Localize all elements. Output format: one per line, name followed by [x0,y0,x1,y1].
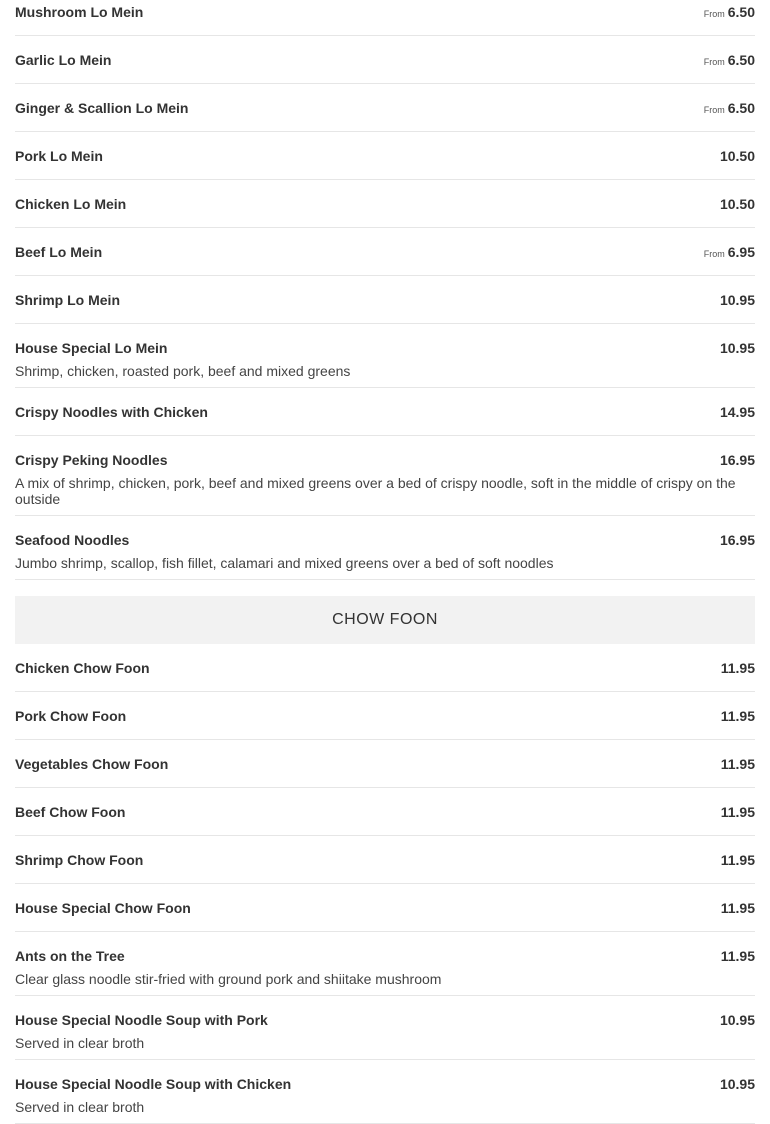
menu-item-header [15,192,755,216]
menu-item[interactable] [15,436,755,516]
price-from-label: From [703,9,725,19]
menu-item-description: Clear glass noodle stir-fried with ground pork and shiitake mushroom [15,971,442,987]
menu-item-name: House Special Noodle Soup with Chicken [15,1076,292,1092]
menu-item-name: Shrimp Chow Foon [15,852,144,868]
menu-item[interactable] [15,884,755,932]
menu-item-price [704,240,755,266]
menu-item-name: Ants on the Tree [15,948,125,964]
price-amount: 10.95 [719,340,755,356]
price-amount: 16.95 [719,452,755,468]
menu-item-name: Pork Lo Mein [15,148,103,164]
menu-item-header [15,528,755,552]
category-header: CHOW FOON [15,596,755,644]
menu-item[interactable] [15,228,755,276]
price-amount: 11.95 [720,660,755,676]
menu-item-header [15,48,755,72]
menu-item-price [720,400,755,424]
menu-item-price [720,288,755,312]
price-amount: 6.50 [727,4,755,20]
price-amount: 10.50 [719,196,755,212]
price-amount: 11.95 [720,708,755,724]
menu-item[interactable] [15,740,755,788]
menu-item[interactable] [15,132,755,180]
menu-item-description: Served in clear broth [15,1099,145,1115]
menu-item[interactable] [15,0,755,36]
price-from-label: From [703,57,725,67]
menu-item[interactable] [15,36,755,84]
menu-item-name: Beef Chow Foon [15,804,126,820]
menu-item-price [721,752,755,776]
menu-item-header [15,1072,755,1096]
price-amount: 10.50 [719,148,755,164]
menu-item-name: Mushroom Lo Mein [15,4,144,20]
price-amount: 16.95 [719,532,755,548]
price-amount: 10.95 [719,1012,755,1028]
menu-item-price [720,1008,755,1032]
menu-item[interactable] [15,692,755,740]
menu-item[interactable] [15,276,755,324]
menu-item-header [15,896,755,920]
price-amount: 14.95 [719,404,755,420]
menu-item-name: House Special Lo Mein [15,340,168,356]
menu-item-header [15,944,755,968]
menu-item-description: Shrimp, chicken, roasted pork, beef and mixed greens [15,363,351,379]
price-from-label: From [703,249,725,259]
menu-item-name: Crispy Noodles with Chicken [15,404,208,420]
menu-item-header [15,0,755,24]
menu-item-price [721,704,755,728]
menu-item-name: Crispy Peking Noodles [15,452,168,468]
menu-item-name: Chicken Chow Foon [15,660,150,676]
menu-item-name: Chicken Lo Mein [15,196,127,212]
menu-item-price [721,896,755,920]
price-amount: 6.50 [727,100,755,116]
menu-item-name: Vegetables Chow Foon [15,756,169,772]
menu-item[interactable] [15,788,755,836]
menu-item-price [720,144,755,168]
menu-item[interactable] [15,644,755,692]
menu-item[interactable] [15,180,755,228]
menu-item-price [704,96,755,122]
menu-item-price [720,528,755,552]
menu-item-description: Jumbo shrimp, scallop, fish fillet, calamari and mixed greens over a bed of soft noodles [15,555,554,571]
price-amount: 11.95 [720,900,755,916]
menu-item-header [15,848,755,872]
menu-item-price [720,192,755,216]
menu-item-price [721,944,755,968]
menu-item-name: Shrimp Lo Mein [15,292,120,308]
menu-item[interactable] [15,516,755,580]
price-amount: 6.95 [727,244,755,260]
menu-item-price [721,848,755,872]
price-amount: 11.95 [720,852,755,868]
menu-item-price [720,336,755,360]
menu-item-price [704,0,755,26]
menu-item-header [15,240,755,264]
menu-item-name: Pork Chow Foon [15,708,127,724]
menu-item[interactable] [15,996,755,1060]
menu-item-name: House Special Chow Foon [15,900,191,916]
price-amount: 11.95 [720,948,755,964]
menu-item-description: A mix of shrimp, chicken, pork, beef and mixed greens over a bed of crispy noodle, soft in the middle of crispy on the outside [15,475,736,507]
menu-item-header [15,288,755,312]
price-amount: 10.95 [719,1076,755,1092]
price-amount: 10.95 [719,292,755,308]
menu-item-description: Served in clear broth [15,1035,145,1051]
menu-item-name: Beef Lo Mein [15,244,103,260]
menu-item[interactable] [15,324,755,388]
menu-item-header [15,144,755,168]
price-amount: 6.50 [727,52,755,68]
menu-item-header [15,1008,755,1032]
menu-item-name: House Special Noodle Soup with Pork [15,1012,268,1028]
price-amount: 11.95 [720,756,755,772]
menu-item[interactable] [15,836,755,884]
menu-item-name: Ginger & Scallion Lo Mein [15,100,189,116]
menu-item[interactable] [15,84,755,132]
menu-item[interactable] [15,1060,755,1124]
menu-item-name: Seafood Noodles [15,532,130,548]
menu-item-price [704,48,755,74]
menu-item-header [15,752,755,776]
menu-item-header [15,336,755,360]
price-amount: 11.95 [720,804,755,820]
menu-item-header [15,800,755,824]
price-from-label: From [703,105,725,115]
menu-item[interactable] [15,932,755,996]
menu-item-price [720,448,755,472]
menu-item-price [721,656,755,680]
menu-list [15,0,755,1124]
menu-item-price [721,800,755,824]
menu-item-header [15,704,755,728]
menu-item-name: Garlic Lo Mein [15,52,112,68]
menu-item-header [15,656,755,680]
menu-item-header [15,448,755,472]
menu-item-header [15,400,755,424]
menu-item-price [720,1072,755,1096]
menu-item[interactable] [15,388,755,436]
menu-item-header [15,96,755,120]
